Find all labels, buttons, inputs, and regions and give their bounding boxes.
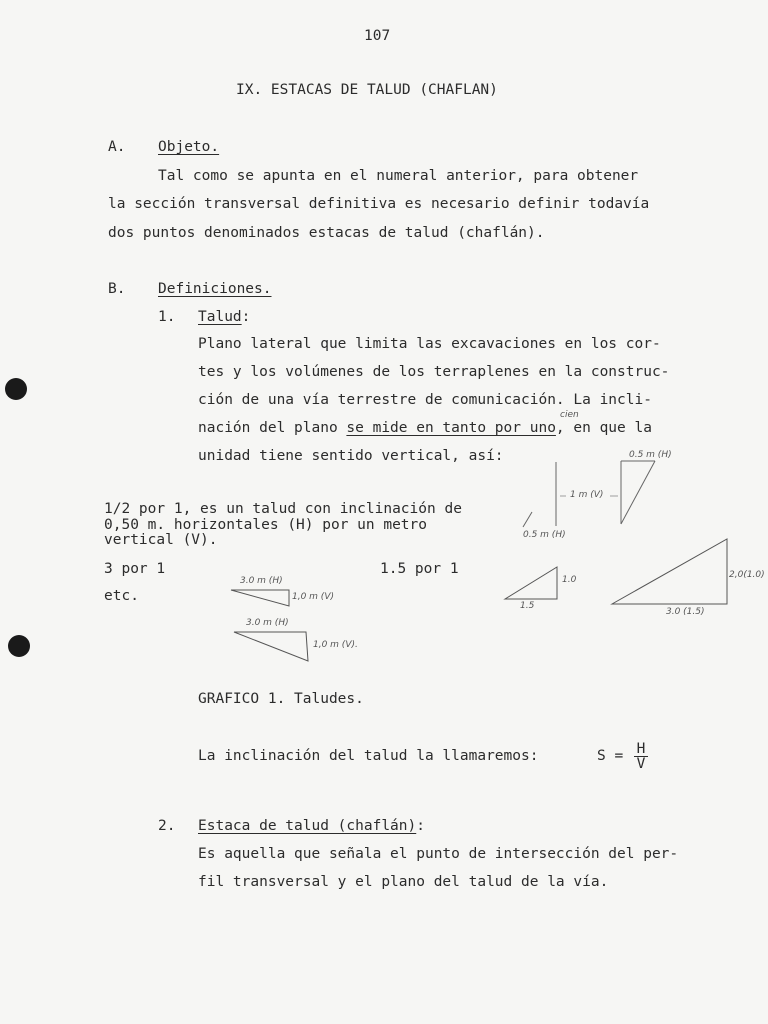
formula-denominator: V [634, 756, 648, 771]
item-2-line-1: Es aquella que señala el punto de intersección del per- [198, 846, 679, 862]
fig-half-mid-label: 1 m (V) [570, 490, 604, 500]
item-1-line-4-post: , en que la [555, 420, 652, 436]
item-1-colon: : [241, 309, 251, 325]
item-2-heading: Estaca de talud (chaflán) [198, 818, 417, 834]
fig3b-right-label: 1,0 m (V). [313, 640, 358, 650]
fig15-bottom-label: 1.5 [520, 601, 535, 611]
one-five-by-one: 1.5 por 1 [380, 561, 459, 577]
formula-text: La inclinación del talud la llamaremos: [198, 748, 539, 764]
fig-half-top-label: 0.5 m (H) [629, 450, 672, 460]
fig3a-top-label: 3.0 m (H) [240, 576, 283, 586]
half-line-3: vertical (V). [104, 532, 218, 548]
section-a-line-3: dos puntos denominados estacas de talud (chaflán). [108, 225, 545, 241]
section-a-line-2: la sección transversal definitiva es necesario definir todavía [108, 196, 650, 212]
page-number: 107 [364, 28, 391, 44]
etc-label: etc. [104, 588, 139, 604]
item-1-heading: Talud [198, 309, 242, 325]
section-a-heading: Objeto. [158, 139, 220, 155]
section-a-line-1: Tal como se apunta en el numeral anterior, para obtener [158, 168, 639, 184]
chapter-title: IX. ESTACAS DE TALUD (CHAFLAN) [236, 82, 498, 98]
fig20-bottom-label: 3.0 (1.5) [666, 607, 705, 617]
item-1-line-2: tes y los volúmenes de los terraplenes en la construc- [198, 364, 670, 380]
item-1-number: 1. [158, 309, 176, 325]
item-1-line-4-pre: nación del plano [198, 420, 347, 436]
item-2-line-2: fil transversal y el plano del talud de la vía. [198, 874, 609, 890]
item-1-line-4-underlined: se mide en tanto por uno [346, 420, 556, 436]
three-by-one: 3 por 1 [104, 561, 166, 577]
item-1-line-5: unidad tiene sentido vertical, así: [198, 448, 504, 464]
item-1-line-3: ción de una vía terrestre de comunicación. La incli- [198, 392, 652, 408]
handwritten-cien: cien [560, 410, 579, 420]
fig20-right-label: 2,0(1.0) [729, 570, 765, 580]
item-2-number: 2. [158, 818, 176, 834]
figure-caption: GRAFICO 1. Taludes. [198, 691, 364, 707]
formula-lhs: S = [597, 748, 624, 764]
item-1-line-1: Plano lateral que limita las excavaciones en los cor- [198, 336, 661, 352]
half-line-2: 0,50 m. horizontales (H) por un metro [104, 517, 428, 533]
fig15-right-label: 1.0 [562, 575, 577, 585]
item-2-colon: : [416, 818, 425, 834]
item-2-heading-wrap [198, 818, 425, 834]
fig3b-top-label: 3.0 m (H) [246, 618, 289, 628]
formula-numerator: H [636, 741, 646, 757]
section-b-heading: Definiciones. [158, 281, 272, 297]
section-b-letter: B. [108, 281, 126, 297]
half-line-1: 1/2 por 1, es un talud con inclinación de [104, 501, 462, 517]
fig-half-low-label: 0.5 m (H) [523, 530, 566, 540]
fig3a-right-label: 1,0 m (V) [292, 592, 334, 602]
section-a-letter: A. [108, 139, 126, 155]
formula-fraction [634, 742, 648, 771]
